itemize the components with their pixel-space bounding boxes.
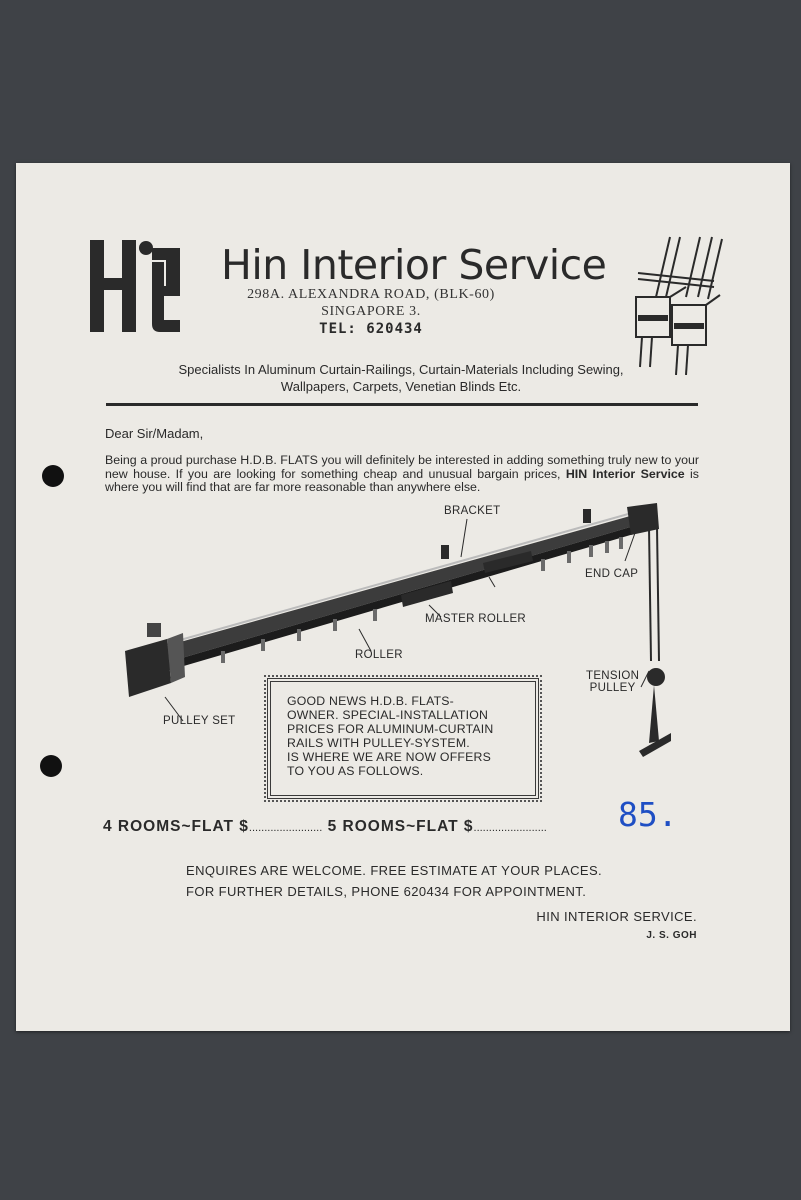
five-rooms-blank: ........................ <box>473 822 547 834</box>
specialists-text <box>156 361 646 395</box>
five-rooms-label: 5 ROOMS~FLAT $ <box>327 818 474 835</box>
handwritten-price: 85. <box>618 795 678 834</box>
news-line-4: RAILS WITH PULLEY-SYSTEM. <box>287 736 470 750</box>
label-tension-pulley <box>586 670 639 694</box>
enquire-line-1: ENQUIRES ARE WELCOME. FREE ESTIMATE AT YOUR PLACES. <box>186 863 603 878</box>
good-news-box <box>267 678 539 799</box>
header-divider <box>106 403 698 406</box>
intro-text-end: is where you will find that are far more reasonable than anywhere else. <box>105 466 699 494</box>
label-end-cap: END CAP <box>585 568 639 580</box>
price-line <box>103 818 703 836</box>
address-line-2: SINGAPORE 3. <box>321 304 421 319</box>
signature-company: HIN INTERIOR SERVICE. <box>536 909 697 924</box>
enquire-line-2: FOR FURTHER DETAILS, PHONE 620434 FOR APPOINTMENT. <box>186 884 587 899</box>
punch-hole-top <box>42 465 64 487</box>
curtain-rail-icon <box>628 235 728 375</box>
signature-person: J. S. GOH <box>646 930 697 941</box>
label-tension: TENSION <box>586 670 640 682</box>
label-bracket: BRACKET <box>444 505 501 517</box>
specialists-line-2: Wallpapers, Carpets, Venetian Blinds Etc. <box>280 379 522 394</box>
good-news-text <box>287 694 527 778</box>
address-line-1: 298A. ALEXANDRA ROAD, (BLK-60) <box>247 287 495 302</box>
specialists-line-1: Specialists In Aluminum Curtain-Railings, Curtain-Materials Including Sewing, <box>178 362 624 377</box>
enquiry-text <box>186 860 602 902</box>
news-line-5: IS WHERE WE ARE NOW OFFERS <box>287 750 492 764</box>
news-line-2: OWNER. SPECIAL-INSTALLATION <box>287 708 489 722</box>
telephone: TEL: 620434 <box>319 321 423 337</box>
intro-paragraph <box>105 454 699 495</box>
label-master-roller: MASTER ROLLER <box>425 613 527 625</box>
four-rooms-label: 4 ROOMS~FLAT $ <box>103 818 249 835</box>
salutation: Dear Sir/Madam, <box>105 426 204 441</box>
company-name: Hin Interior Service <box>221 241 607 289</box>
label-pulley-set: PULLEY SET <box>163 715 236 727</box>
company-logo <box>86 238 186 334</box>
news-line-3: PRICES FOR ALUMINUM-CURTAIN <box>287 722 494 736</box>
letter-sheet <box>16 163 790 1031</box>
four-rooms-blank: ........................ <box>248 822 323 834</box>
label-pulley: PULLEY <box>589 682 636 694</box>
news-line-1: GOOD NEWS H.D.B. FLATS- <box>287 694 454 708</box>
intro-company-name: HIN Interior Service <box>565 466 685 481</box>
label-roller: ROLLER <box>355 649 403 661</box>
news-line-6: TO YOU AS FOLLOWS. <box>287 764 424 778</box>
punch-hole-bottom <box>40 755 62 777</box>
intro-text-start: Being a proud purchase H.D.B. FLATS you will definitely be interested in adding something truly new to your new house. If you are looking for something cheap and unusual bargain prices, <box>105 453 699 481</box>
